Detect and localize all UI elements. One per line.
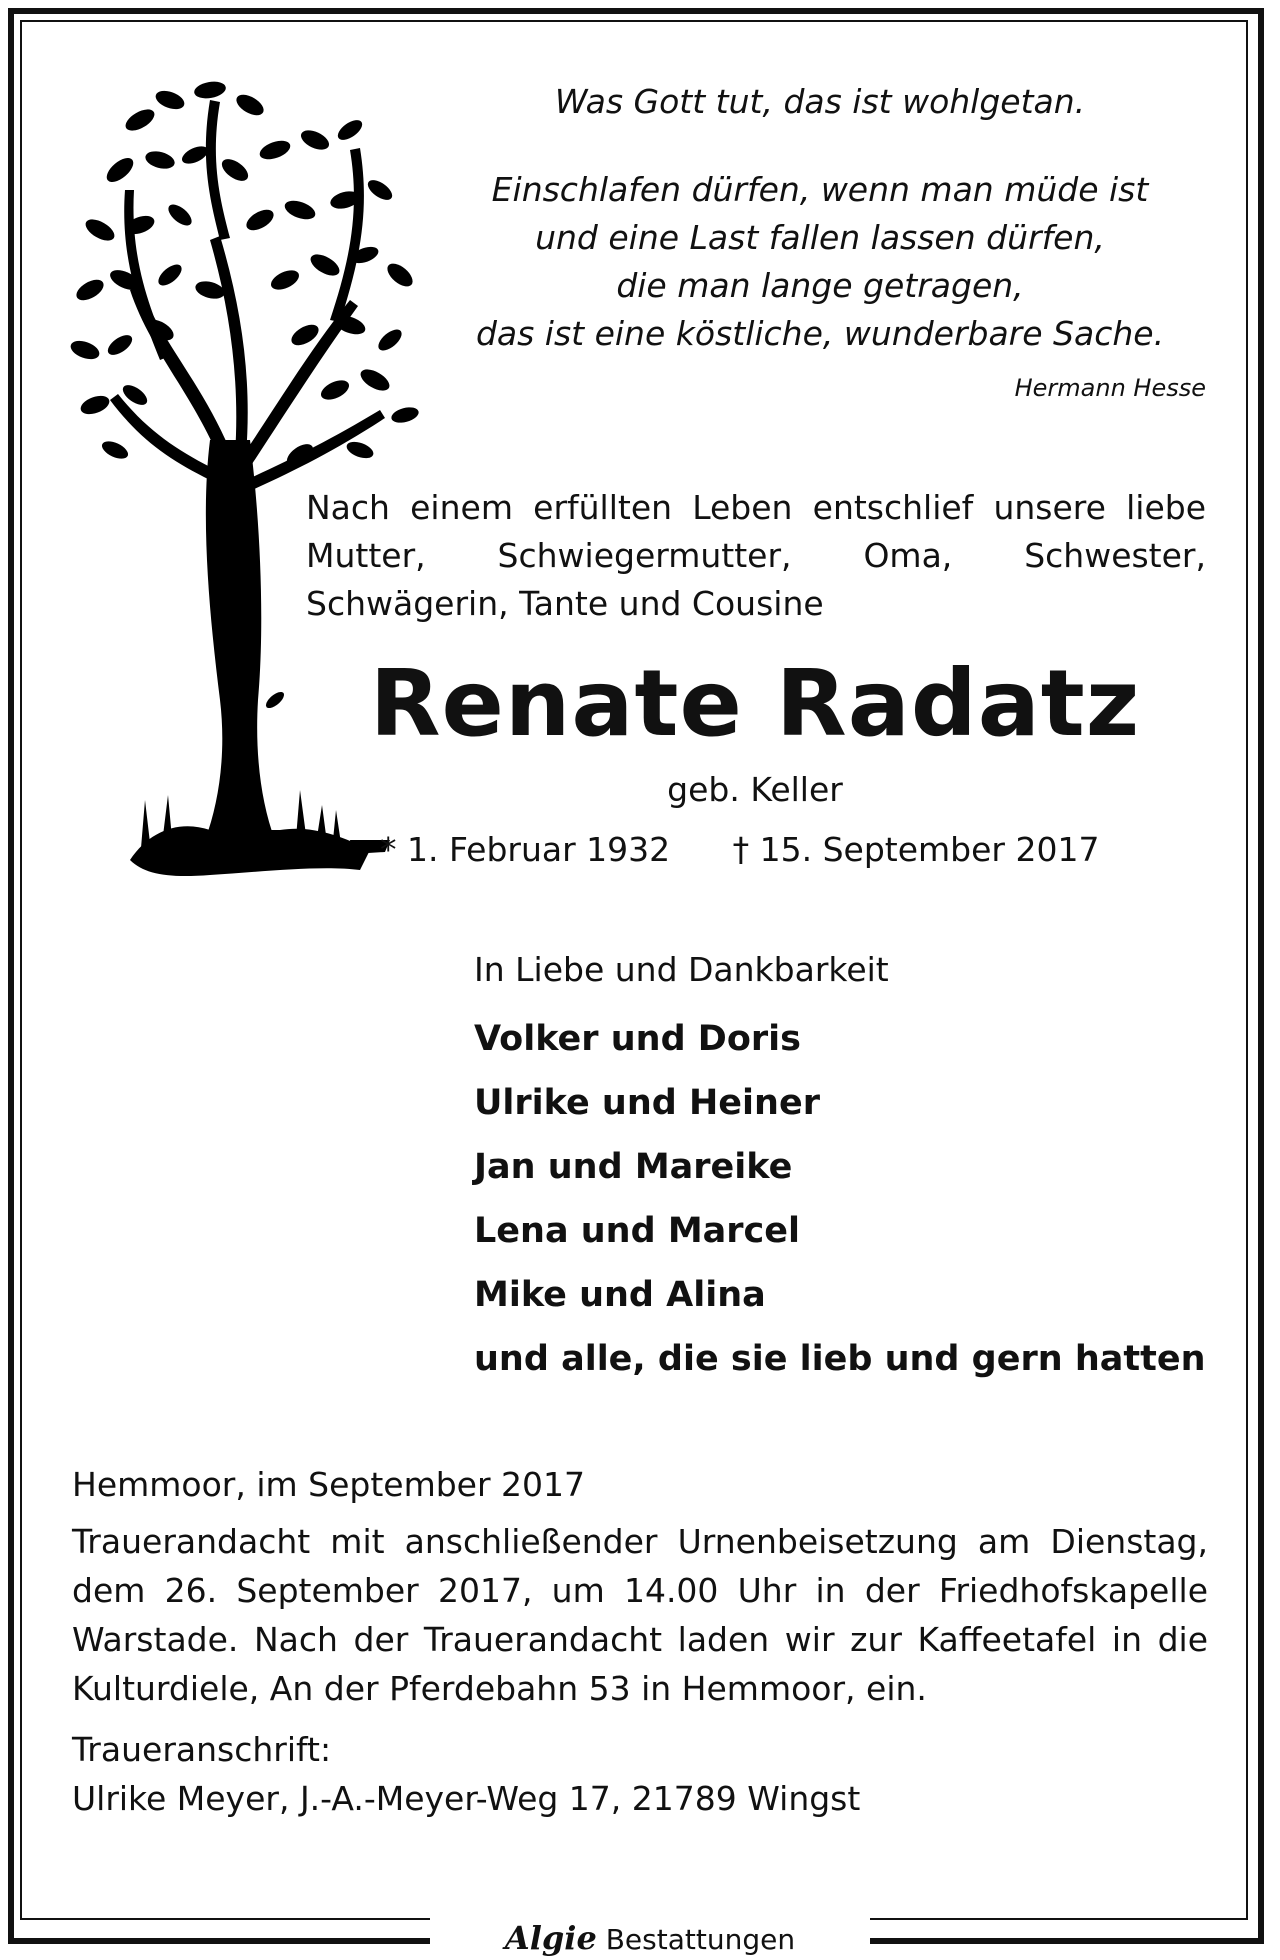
maiden-name: geb. Keller [667,770,843,809]
death-date: † 15. September 2017 [732,830,1100,869]
mourner-name: Mike und Alina [474,1275,766,1315]
mourner-name: Ulrike und Heiner [474,1083,820,1123]
quote-motto: Was Gott tut, das ist wohlgetan. [554,82,1086,121]
brand-logo: Algie [504,1919,597,1957]
deceased-name: Renate Radatz [369,650,1141,757]
place-date: Hemmoor, im September 2017 [72,1465,586,1504]
quote-line: und eine Last fallen lassen dürfen, [535,218,1105,257]
quote-line: Einschlafen dürfen, wenn man müde ist [491,170,1149,209]
address-value: Ulrike Meyer, J.-A.-Meyer-Weg 17, 21789 Wingst [72,1779,861,1818]
mourner-name: Lena und Marcel [474,1211,801,1251]
funeral-home-credit [430,1918,870,1958]
quote-line: das ist eine köstliche, wunderbare Sache. [475,314,1165,353]
intro-text: Nach einem erfüllten Leben entschlief unsere liebe Mutter, Schwiegermutter, Oma, Schwester, Schwägerin, Tante und Cousine [306,488,1206,623]
mourner-name: und alle, die sie lieb und gern hatten [474,1339,1206,1379]
mourner-name: Volker und Doris [474,1019,801,1059]
quote-line: die man lange getragen, [616,266,1024,305]
service-info: Trauerandacht mit anschließender Urnenbeisetzung am Dienstag, dem 26. September 2017, um 14.00 Uhr in der Friedhofskapelle Warstade. Nach der Trauerandacht laden wir zur Kaffeetafel in die Kulturdiele, An der Pferdebahn 53 in Hemmoor, ein. [72,1522,1208,1708]
quote-author: Hermann Hesse [1014,374,1206,402]
mourners-intro: In Liebe und Dankbarkeit [474,950,889,989]
mourner-name: Jan und Mareike [474,1147,793,1187]
details-block [72,1460,1208,1823]
mourners-block [474,950,1214,1391]
birth-date: * 1. Februar 1932 [380,830,671,869]
life-dates [380,830,1160,869]
quote-block [440,78,1200,358]
brand-suffix: Bestattungen [605,1923,796,1956]
tree-silhouette-icon [60,60,430,880]
address-label: Traueranschrift: [72,1730,332,1769]
